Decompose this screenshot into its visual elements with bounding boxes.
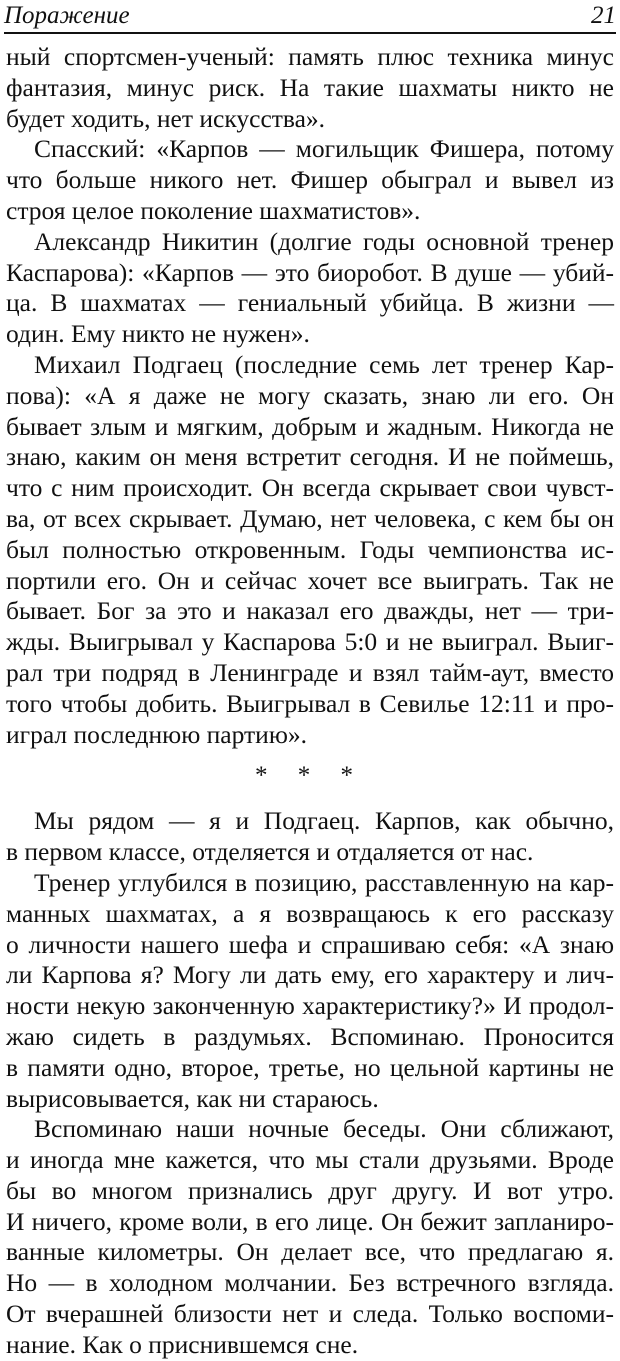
text-line: ли Карпова я? Могу ли дать ему, его характеру и лич- xyxy=(6,960,614,990)
text-line: Тренер углубился в позицию, расставленную на кар- xyxy=(34,867,614,897)
text-line: ва, от всех скрывает. Думаю, нет человека, с кем бы он xyxy=(6,503,614,533)
paragraph xyxy=(0,42,620,134)
body-text xyxy=(0,42,620,1361)
text-line: бывает. Бог за это и наказал его дважды, нет — три- xyxy=(6,596,614,626)
page-number: 21 xyxy=(591,2,616,29)
text-line: Но — в холодном молчании. Без встречного взгляда. xyxy=(6,1268,614,1298)
text-line: того чтобы добить. Выигрывал в Севилье 12:11 и про- xyxy=(6,688,614,718)
text-line: что с ним происходит. Он всегда скрывает свои чувст- xyxy=(6,473,614,503)
text-line: рал три подряд в Ленинграде и взял тайм-аут, вместо xyxy=(6,657,614,687)
text-line: Александр Никитин (долгие годы основной тренер xyxy=(34,226,614,256)
text-line: манных шахматах, а я возвращаюсь к его рассказу xyxy=(6,898,614,928)
paragraph xyxy=(0,1114,620,1360)
text-line: Спасский: «Карпов — могильщик Фишера, потому xyxy=(34,134,614,164)
text-line: ный спортсмен-ученый: память плюс техника минус xyxy=(6,42,614,71)
text-line: Михаил Подгаец (последние семь лет тренер Кар- xyxy=(34,349,614,379)
text-line: Мы рядом — я и Подгаец. Карпов, как обычно, xyxy=(34,806,614,836)
text-after-break xyxy=(0,806,620,1360)
chapter-title: Поражение xyxy=(4,2,130,29)
text-line: вырисовывается, как ни стараюсь. xyxy=(6,1083,379,1113)
text-line: жаю сидеть в раздумьях. Вспоминаю. Проносится xyxy=(6,1021,614,1051)
paragraph xyxy=(0,134,620,226)
text-line: играл последнюю партию». xyxy=(6,719,307,749)
text-line: будет ходить, нет искусства». xyxy=(6,103,326,133)
text-line: о личности нашего шефа и спрашиваю себя: «А знаю xyxy=(6,929,614,959)
text-line: бывает злым и мягким, добрым и жадным. Никогда не xyxy=(6,411,614,441)
paragraph xyxy=(0,350,620,750)
text-line: ванные километры. Он делает все, что предлагаю я. xyxy=(6,1237,614,1267)
text-line: От вчерашней близости нет и следа. Только воспоми- xyxy=(6,1299,614,1329)
text-line: был полностью откровенным. Годы чемпионства ис- xyxy=(6,534,614,564)
text-line: жды. Выигрывал у Каспарова 5:0 и не выиграл. Выиг- xyxy=(6,627,614,657)
text-line: в памяти одно, второе, третье, но цельной картины не xyxy=(6,1052,614,1082)
paragraph xyxy=(0,806,620,868)
text-line: знаю, каким он меня встретит сегодня. И не поймешь, xyxy=(6,442,614,472)
text-line: один. Ему никто не нужен». xyxy=(6,319,310,349)
text-line: Вспоминаю наши ночные беседы. Они сближают, xyxy=(34,1114,614,1144)
text-line: ности некую законченную характеристику?» И продол- xyxy=(6,991,614,1021)
text-line: ца. В шахматах — гениальный убийца. В жизни — xyxy=(6,288,614,318)
text-line: строя целое поколение шахматистов». xyxy=(6,195,421,225)
text-line: фантазия, минус риск. На такие шахматы никто не xyxy=(6,72,614,102)
text-line: бы во многом признались друг другу. И вот утро. xyxy=(6,1175,614,1205)
running-header xyxy=(4,0,616,34)
text-line: и иногда мне кажется, что мы стали друзьями. Вроде xyxy=(6,1145,614,1175)
paragraph xyxy=(0,868,620,1114)
section-break: * * * xyxy=(255,762,365,790)
text-line: портили его. Он и сейчас хочет все выиграть. Так не xyxy=(6,565,614,595)
text-line: И ничего, кроме воли, в его лице. Он бежит запланиро- xyxy=(6,1206,614,1236)
text-before-break xyxy=(0,42,620,750)
paragraph xyxy=(0,227,620,350)
text-line: Каспарова): «Карпов — это биоробот. В душе — убий- xyxy=(6,257,614,287)
text-line: нание. Как о приснившемся сне. xyxy=(6,1329,359,1359)
text-line: в первом классе, отделяется и отдаляется от нас. xyxy=(6,837,534,867)
text-line: пова): «А я даже не могу сказать, знаю ли его. Он xyxy=(6,380,614,410)
text-line: что больше никого нет. Фишер обыграл и вывел из xyxy=(6,165,614,195)
